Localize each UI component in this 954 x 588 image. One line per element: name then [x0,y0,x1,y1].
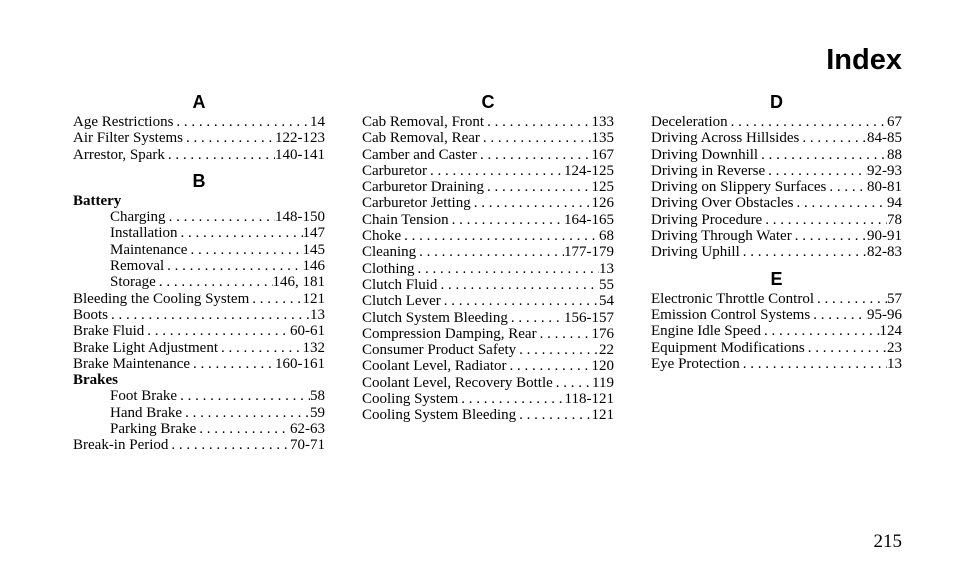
index-section-b [73,169,325,454]
dot-leader [449,212,564,228]
entry-text: Choke [362,228,402,245]
dot-leader [553,375,592,391]
entry-page: 124-125 [564,162,614,179]
dot-leader [401,228,599,244]
dot-leader [814,291,887,307]
entry-page: 60-61 [290,323,325,340]
entry-page: 121 [591,407,614,424]
entry-page: 164-165 [564,211,614,228]
index-entry [651,195,902,211]
entry-text: Hand Brake [110,404,183,421]
entry-page: 70-71 [290,437,325,454]
index-entry [651,291,902,307]
entry-text: Driving Through Water [651,228,792,245]
index-subentry [73,209,325,225]
entry-text: Camber and Caster [362,146,477,163]
index-section-a [73,90,325,163]
index-entry [73,130,325,146]
entry-page: 80-81 [867,179,902,196]
index-heading: Brakes [73,372,118,389]
index-subentry [73,274,325,290]
index-subentry [73,242,325,258]
section-letter: B [192,170,206,191]
entry-text: Foot Brake [110,388,178,405]
index-heading: Battery [73,192,122,209]
entry-text: Equipment Modifications [651,339,805,356]
dot-leader [168,437,290,453]
dot-leader [437,277,599,293]
entry-page: 160-161 [275,355,325,372]
dot-leader [740,244,867,260]
entry-page: 13 [310,306,325,323]
entry-text: Brake Light Adjustment [73,339,218,356]
index-subentry [73,225,325,241]
dot-leader [173,114,310,130]
page-title: Index [826,44,902,76]
entry-page: 147 [302,225,325,242]
index-entry [651,147,902,163]
entry-text: Maintenance [110,241,188,258]
entry-page: 54 [599,293,614,310]
dot-leader [762,212,887,228]
entry-text: Break-in Period [73,437,169,454]
entry-page: 13 [887,355,902,372]
entry-page: 88 [887,146,902,163]
dot-leader [728,114,887,130]
index-entry [362,212,614,228]
dot-leader [427,163,564,179]
section-letter: E [770,268,783,289]
index-entry [362,244,614,260]
index-entry [73,291,325,307]
dot-leader [826,179,867,195]
index-entry [651,212,902,228]
dot-leader [249,291,302,307]
dot-leader [480,130,592,146]
index-entry [362,228,614,244]
index-entry [73,114,325,130]
entry-page: 78 [887,211,902,228]
index-entry [651,130,902,146]
dot-leader [416,244,564,260]
entry-text: Compression Damping, Rear [362,325,537,342]
entry-text: Driving Over Obstacles [651,195,794,212]
entry-page: 120 [591,358,614,375]
index-entry [651,228,902,244]
dot-leader [187,242,302,258]
entry-text: Driving Procedure [651,211,763,228]
entry-text: Engine Idle Speed [651,323,761,340]
index-entry [73,437,325,453]
index-entry [362,261,614,277]
dot-leader [793,195,887,211]
dot-leader [508,310,564,326]
entry-page: 14 [310,114,325,130]
entry-page: 92-93 [867,162,902,179]
index-entry [362,391,614,407]
dot-leader [144,323,290,339]
entry-text: Storage [110,274,156,291]
index-entry [362,293,614,309]
index-entry [362,114,614,130]
dot-leader [196,421,290,437]
entry-text: Driving Across Hillsides [651,130,800,147]
dot-leader [765,163,867,179]
entry-text: Cab Removal, Front [362,114,485,130]
entry-text: Driving Downhill [651,146,759,163]
entry-text: Carburetor Jetting [362,195,471,212]
index-section-e [651,267,902,372]
entry-text: Coolant Level, Radiator [362,358,507,375]
index-entry [73,323,325,339]
entry-text: Consumer Product Safety [362,342,517,359]
index-entry [73,340,325,356]
entry-page: 58 [310,388,325,405]
entry-page: 167 [591,146,614,163]
entry-page: 121 [302,290,325,307]
entry-page: 62-63 [290,421,325,438]
dot-leader [108,307,310,323]
page-number: 215 [873,531,902,552]
entry-text: Age Restrictions [73,114,174,130]
dot-leader [507,358,592,374]
entry-text: Electronic Throttle Control [651,290,815,307]
entry-page: 95-96 [867,306,902,323]
entry-page: 94 [887,195,902,212]
entry-page: 68 [599,228,614,245]
entry-page: 156-157 [564,309,614,326]
index-entry [362,342,614,358]
entry-page: 84-85 [867,130,902,147]
entry-text: Eye Protection [651,355,740,372]
entry-page: 176 [591,325,614,342]
index-column-3 [651,90,902,378]
entry-page: 135 [591,130,614,147]
entry-page: 119 [592,374,614,391]
dot-leader [471,195,592,211]
index-entry [651,340,902,356]
dot-leader [537,326,592,342]
entry-text: Chain Tension [362,211,449,228]
index-entry [362,179,614,195]
dot-leader [183,130,275,146]
section-letter: C [481,92,495,112]
dot-leader [182,405,310,421]
entry-text: Brake Fluid [73,323,145,340]
entry-page: 126 [591,195,614,212]
entry-text: Carburetor Draining [362,179,485,196]
entry-text: Coolant Level, Recovery Bottle [362,374,553,391]
entry-text: Cab Removal, Rear [362,130,480,147]
entry-page: 177-179 [564,244,614,261]
index-entry [362,277,614,293]
dot-leader [165,147,275,163]
entry-page: 13 [599,260,614,277]
dot-leader [458,391,564,407]
section-letter: A [192,92,206,112]
entry-page: 146, 181 [272,274,325,291]
entry-text: Cooling System [362,391,459,408]
entry-text: Clothing [362,260,415,277]
dot-leader [484,179,591,195]
entry-text: Driving on Slippery Surfaces [651,179,827,196]
index-entry [73,307,325,323]
dot-leader [792,228,867,244]
entry-text: Boots [73,306,109,323]
index-entry [651,163,902,179]
entry-page: 122-123 [275,130,325,147]
index-entry [651,244,902,260]
entry-text: Removal [110,258,165,275]
index-entry [362,375,614,391]
dot-leader [761,323,880,339]
index-entry [362,195,614,211]
entry-page: 118-121 [564,391,614,408]
entry-text: Driving Uphill [651,244,740,261]
index-entry [651,114,902,130]
dot-leader [516,342,599,358]
index-entry [362,310,614,326]
index-entry [362,326,614,342]
index-entry [73,356,325,372]
index-entry [651,179,902,195]
entry-page: 132 [302,339,325,356]
index-entry [362,358,614,374]
entry-text: Emission Control Systems [651,306,811,323]
index-subentry [73,405,325,421]
entry-page: 82-83 [867,244,902,261]
entry-text: Bleeding the Cooling System [73,290,250,307]
index-section-d [651,90,902,261]
dot-leader [799,130,867,146]
dot-leader [516,407,591,423]
entry-text: Driving in Reverse [651,162,766,179]
dot-leader [178,225,303,241]
entry-page: 90-91 [867,228,902,245]
entry-page: 146 [302,258,325,275]
index-entry [362,407,614,423]
dot-leader [758,147,887,163]
entry-page: 124 [879,323,902,340]
entry-page: 22 [599,342,614,359]
dot-leader [484,114,591,130]
section-letter: D [770,92,783,112]
entry-page: 67 [887,114,902,130]
entry-page: 23 [887,339,902,356]
index-section-c [362,90,614,424]
entry-text: Parking Brake [110,421,197,438]
dot-leader [477,147,592,163]
entry-page: 140-141 [275,146,325,163]
entry-page: 133 [591,114,614,130]
entry-text: Cooling System Bleeding [362,407,517,424]
dot-leader [156,274,273,290]
index-subentry [73,258,325,274]
entry-page: 148-150 [275,209,325,226]
dot-leader [810,307,867,323]
entry-page: 145 [302,241,325,258]
entry-text: Air Filter Systems [73,130,184,147]
index-entry [362,130,614,146]
dot-leader [164,258,302,274]
entry-text: Clutch Fluid [362,276,438,293]
entry-text: Clutch System Bleeding [362,309,508,326]
index-subentry [73,421,325,437]
entry-text: Clutch Lever [362,293,441,310]
entry-text: Carburetor [362,162,427,179]
dot-leader [415,261,599,277]
entry-text: Charging [110,209,166,226]
entry-page: 125 [591,179,614,196]
entry-page: 55 [599,276,614,293]
index-entry [362,147,614,163]
index-entry [651,307,902,323]
dot-leader [190,356,275,372]
entry-text: Installation [110,225,178,242]
entry-text: Brake Maintenance [73,355,191,372]
entry-page: 57 [887,290,902,307]
dot-leader [218,340,303,356]
index-entry [651,323,902,339]
dot-leader [166,209,275,225]
index-subentry [73,388,325,404]
index-entry [651,356,902,372]
index-column-1 [73,90,325,460]
dot-leader [177,388,310,404]
entry-text: Deceleration [651,114,728,130]
dot-leader [441,293,599,309]
index-entry [73,147,325,163]
dot-leader [805,340,887,356]
entry-page: 59 [310,404,325,421]
entry-text: Cleaning [362,244,417,261]
entry-text: Arrestor, Spark [73,146,165,163]
dot-leader [740,356,887,372]
index-column-2 [362,90,614,430]
index-entry [362,163,614,179]
